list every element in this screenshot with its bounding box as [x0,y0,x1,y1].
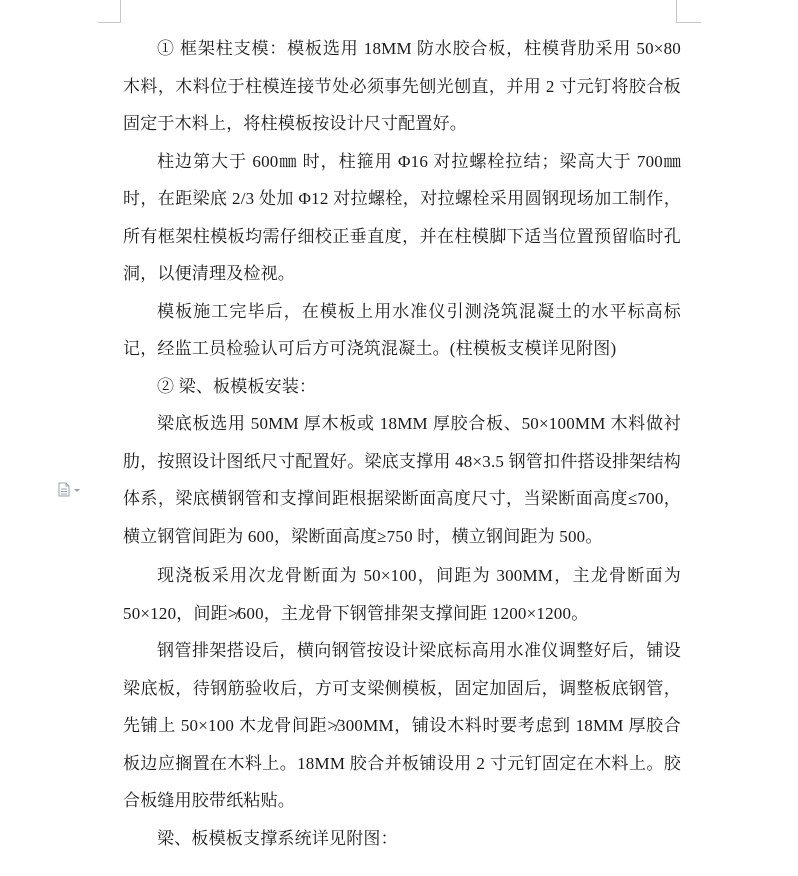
paragraph-column-ties: 柱边第大于 600㎜ 时，柱箍用 Φ16 对拉螺栓拉结；梁高大于 700㎜ 时，在距梁底 2/3 处加 Φ12 对拉螺栓，对拉螺栓采用圆钢现场加工制作，所有框架柱模板均需仔细校正垂直度，并在柱模脚下适当位置预留临时孔洞，以便清理及检视。 [123,151,681,283]
paragraph-scaffold-erection: 钢管排架搭设后，横向钢管按设计梁底标高用水准仪调整好后，铺设梁底板，待钢筋验收后，方可支梁侧模板，固定加固后，调整板底钢管，先铺上 50×100 木龙骨间距≯300MM，铺设木料时要考虑到 18MM 厚胶合板边应搁置在木料上。18MM 胶合并板铺设用 2 寸元钉固定在木料上。胶合板缝用胶带纸粘贴。 [123,641,681,810]
paragraph-slab-joists: 现浇板采用次龙骨断面为 50×100，间距为 300MM，主龙骨断面为 50×120，间距≯600，主龙骨下钢管排架支撑间距 1200×1200。 [123,566,681,623]
document-body [123,30,681,857]
paragraph-beam-slab-heading: ② 梁、板模板安装： [157,376,317,396]
paragraph-column-formwork: ① 框架柱支模：模板选用 18MM 防水胶合板，柱模背肋采用 50×80 木料，木料位于柱模连接节处必须事先刨光刨直，并用 2 寸元钉将胶合板固定于木料上，将柱模板按设计尺寸配置好。 [123,39,681,133]
crop-mark-top-right [676,0,701,23]
paragraph-support-system: 梁、板模板支撑系统详见附图： [157,828,398,848]
document-paragraph-icon[interactable] [57,482,85,498]
paragraph-beam-bottom: 梁底板选用 50MM 厚木板或 18MM 厚胶合板、50×100MM 木料做衬肋，按照设计图纸尺寸配置好。梁底支撑用 48×3.5 钢管扣件搭设排架结构体系，梁底横钢管和支撑间距根据梁断面高度尺寸，当梁断面高度≤700，横立钢管间距为 600，梁断面高度≥750 时，横立钢间距为 500。 [123,414,681,546]
paragraph-elevation-marking: 模板施工完毕后，在模板上用水准仪引测浇筑混凝土的水平标高标记，经监工员检验认可后方可浇筑混凝土。(柱模板支模详见附图) [123,301,681,358]
crop-mark-top-left [98,0,121,23]
